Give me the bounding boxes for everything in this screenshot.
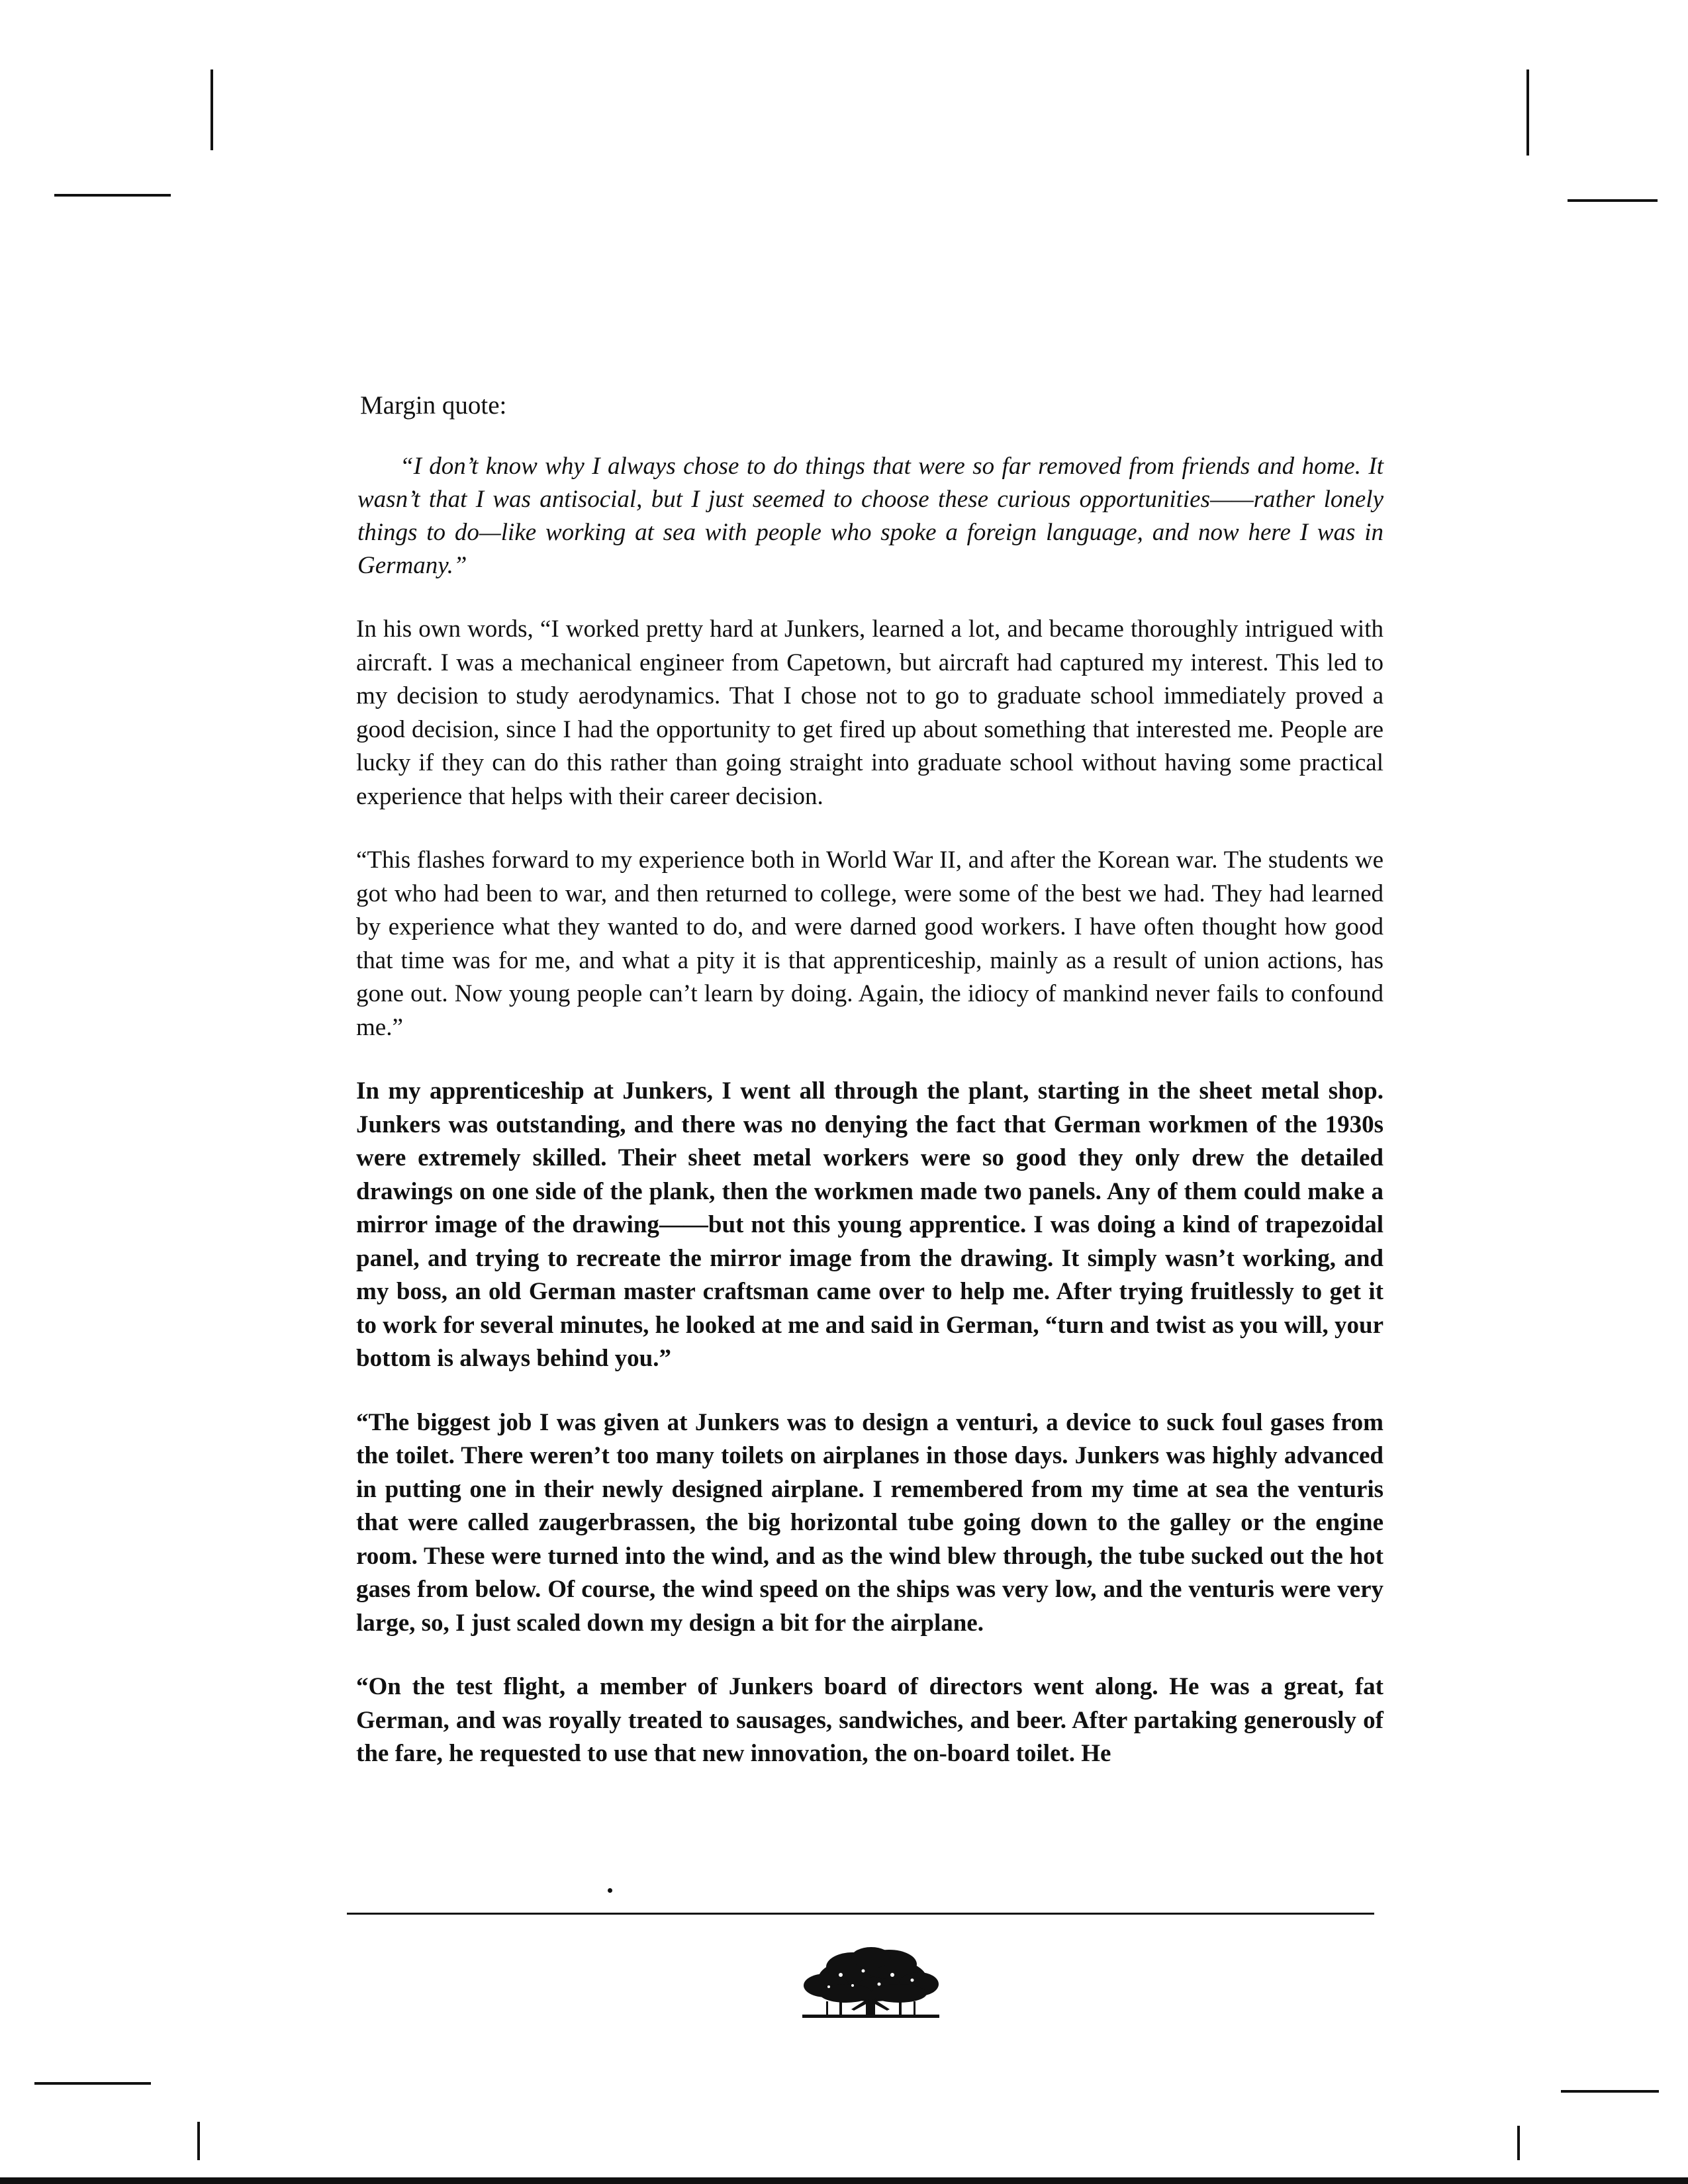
crop-mark-top-right-horizontal (1568, 199, 1658, 202)
crop-mark-bottom-left-horizontal (34, 2082, 151, 2085)
scan-bottom-edge (0, 2177, 1688, 2184)
body-paragraph-1: In his own words, “I worked pretty hard at Junkers, learned a lot, and became thoroughly intrigued with aircraft. I was a mechanical engineer from Capetown, but aircraft had captured my interest. This led to my decision to study aerodynamics. That I chose not to go to graduate school immediately proved a good decision, since I had the opportunity to get fired up about something that interested me. People are lucky if they can do this rather than going straight into graduate school without having some practical experience that helps with their career decision. (356, 615, 1383, 810)
pull-quote: “I don’t know why I always chose to do things that were so far removed from friends and home. It wasn’t that I was antisocial, but I just seemed to choose these curious opportunities——rather lonely things to do—like working at sea with people who spoke a foreign language, and now here I was in Germany.” (357, 453, 1383, 579)
footer-dot (608, 1888, 612, 1893)
crop-mark-top-left-vertical (211, 69, 213, 150)
body-paragraph-3: In my apprenticeship at Junkers, I went all through the plant, starting in the sheet metal shop. Junkers was outstanding, and there was no denying the fact that German workmen of the 1930s were extremely skilled. Their sheet metal workers were so good they only drew the detailed drawings on one side of the plank, then the workmen made two panels. Any of them could make a mirror image of the drawing——but not this young apprentice. I was doing a kind of trapezoidal panel, and trying to recreate the mirror image from the drawing. It simply wasn’t working, and my boss, an old German master craftsman came over to help me. After trying fruitlessly to get it to work for several minutes, he looked at me and said in German, “turn and twist as you will, your bottom is always behind you.” (356, 1077, 1383, 1372)
body-paragraph-2: “This flashes forward to my experience both in World War II, and after the Korean war. The students we got who had been to war, and then returned to college, were some of the best we had. They had learned by experience what they wanted to do, and were darned good workers. I have often thought how good that time was for me, and what a pity it is that apprenticeship, mainly as a result of union actions, has gone out. Now young people can’t learn by doing. Again, the idiocy of mankind never fails to confound me.” (356, 846, 1383, 1041)
crop-mark-top-right-vertical (1526, 69, 1529, 156)
crop-mark-bottom-right-vertical (1517, 2126, 1520, 2160)
crop-mark-top-left-horizontal (54, 194, 171, 197)
oak-tree-icon (800, 1946, 942, 2025)
margin-quote-label: Margin quote: (360, 391, 507, 420)
page-body (351, 389, 1383, 1771)
body-paragraph-5: “On the test flight, a member of Junkers board of directors went along. He was a great, fat German, and was royally treated to sausages, sandwiches, and beer. After partaking generously of the fare, he requested to use that new innovation, the on-board toilet. He (356, 1673, 1383, 1767)
body-paragraph-4: “The biggest job I was given at Junkers was to design a venturi, a device to suck foul gases from the toilet. There weren’t too many toilets on airplanes in those days. Junkers was highly advanced in putting one in their newly designed airplane. I remembered from my time at sea the venturis that were called zaugerbrassen, the big horizontal tube going down to the galley or the engine room. These were turned into the wind, and as the wind blew through, the tube sucked out the hot gases from below. Of course, the wind speed on the ships was very low, and the venturis were very large, so, I just scaled down my design a bit for the airplane. (356, 1408, 1383, 1637)
footer-rule (347, 1913, 1374, 1915)
crop-mark-bottom-right-horizontal (1561, 2090, 1659, 2093)
crop-mark-bottom-left-vertical (197, 2122, 200, 2160)
